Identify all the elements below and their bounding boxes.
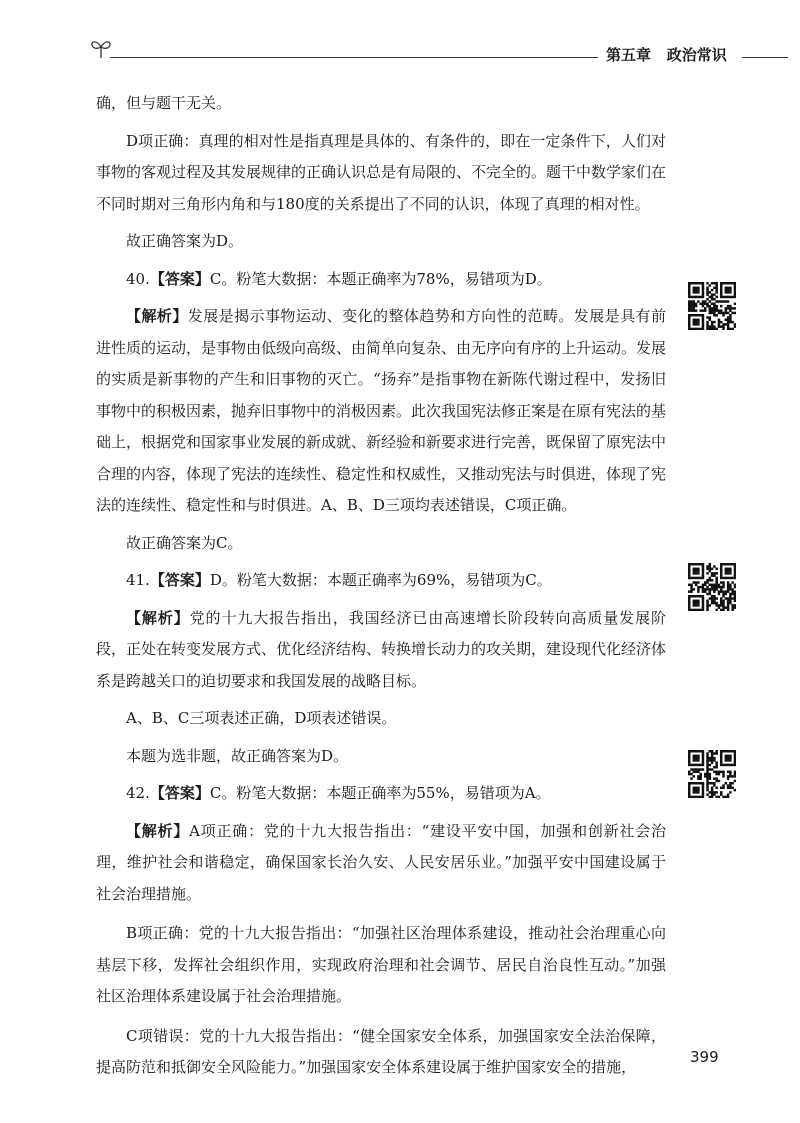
paragraph: 故正确答案为C。 <box>126 533 243 552</box>
chapter-heading <box>606 44 738 65</box>
paragraph: 故正确答案为D。 <box>126 232 244 250</box>
header-rule-right <box>742 57 788 58</box>
page-body <box>96 88 666 1084</box>
page-number: 399 <box>690 1048 719 1066</box>
analysis-paragraph: 【解析】发展是揭示事物运动、变化的整体趋势和方向性的范畴。发展是具有前进性质的运动，是事物由低级向高级、由简单向复杂、由无序向有序的上升运动。发展的实质是新事物的产生和旧事物的灭亡。“扬弃”是指事物在新陈代谢过程中，发扬旧事物中的积极因素，抛弃旧事物中的消极因素。此次我国宪法修正案是在原有宪法的基础上，根据党和国家事业发展的新成就、新经验和新要求进行完善，既保留了原宪法中合理的内容，体现了宪法的连续性、稳定性和权威性，又推动宪法与时俱进，体现了宪法的连续性、稳定性和与时俱进。A、B、D三项均表述错误，C项正确。 <box>96 307 667 514</box>
chapter-number: 第五章 <box>606 46 652 64</box>
qr-code-icon[interactable] <box>688 563 736 611</box>
answer-line-41: 41.【答案】D。粉笔大数据：本题正确率为69%，易错项为C。 <box>126 571 552 589</box>
analysis-paragraph: 【解析】A项正确：党的十九大报告指出：“建设平安中国，加强和创新社会治理，维护社会和谐稳定，确保国家长治久安、人民安居乐业。”加强平安中国建设属于社会治理措施。 <box>96 821 666 903</box>
qr-code-icon[interactable] <box>688 282 736 330</box>
answer-line-42: 42.【答案】C。粉笔大数据：本题正确率为55%，易错项为A。 <box>126 784 551 802</box>
paragraph: D项正确：真理的相对性是指真理是具体的、有条件的，即在一定条件下，人们对事物的客观过程及其发展规律的正确认识总是有局限的、不完全的。题干中数学家们在不同时期对三角形内角和与180度的关系提出了不同的认识，体现了真理的相对性。 <box>96 131 667 213</box>
section-tag: 【解析】 <box>126 307 188 325</box>
answer-line-40: 40.【答案】C。粉笔大数据：本题正确率为78%，易错项为D。 <box>126 269 552 288</box>
section-tag: 【解析】 <box>126 821 190 840</box>
analysis-paragraph: 【解析】党的十九大报告指出，我国经济已由高速增长阶段转向高质量发展阶段，正处在转变发展方式、优化经济结构、转换增长动力的攻关期，建设现代化经济体系是跨越关口的迫切要求和我国发展的战略目标。 <box>96 608 667 690</box>
chapter-title: 政治常识 <box>666 46 727 64</box>
sprout-icon <box>88 36 114 62</box>
section-tag: 【答案】 <box>149 571 210 589</box>
paragraph: 确，但与题干无关。 <box>96 94 232 112</box>
header-rule-left <box>110 57 598 58</box>
paragraph: 本题为选非题，故正确答案为D。 <box>126 746 349 765</box>
paragraph: C项错误：党的十九大报告指出：“健全国家安全体系，加强国家安全法治保障，提高防范和抵御安全风险能力。”加强国家安全体系建设属于维护国家安全的措施， <box>96 1026 666 1076</box>
qr-code-icon[interactable] <box>688 750 736 798</box>
page-header <box>88 36 792 72</box>
section-tag: 【解析】 <box>126 608 190 627</box>
paragraph: B项正确：党的十九大报告指出：“加强社区治理体系建设，推动社会治理重心向基层下移，发挥社会组织作用，实现政府治理和社会调节、居民自治良性互动。”加强社区治理体系建设属于社会治理措施。 <box>96 924 666 1005</box>
paragraph: A、B、C三项表述正确，D项表述错误。 <box>126 709 397 727</box>
section-tag: 【答案】 <box>149 784 210 802</box>
section-tag: 【答案】 <box>149 269 210 288</box>
